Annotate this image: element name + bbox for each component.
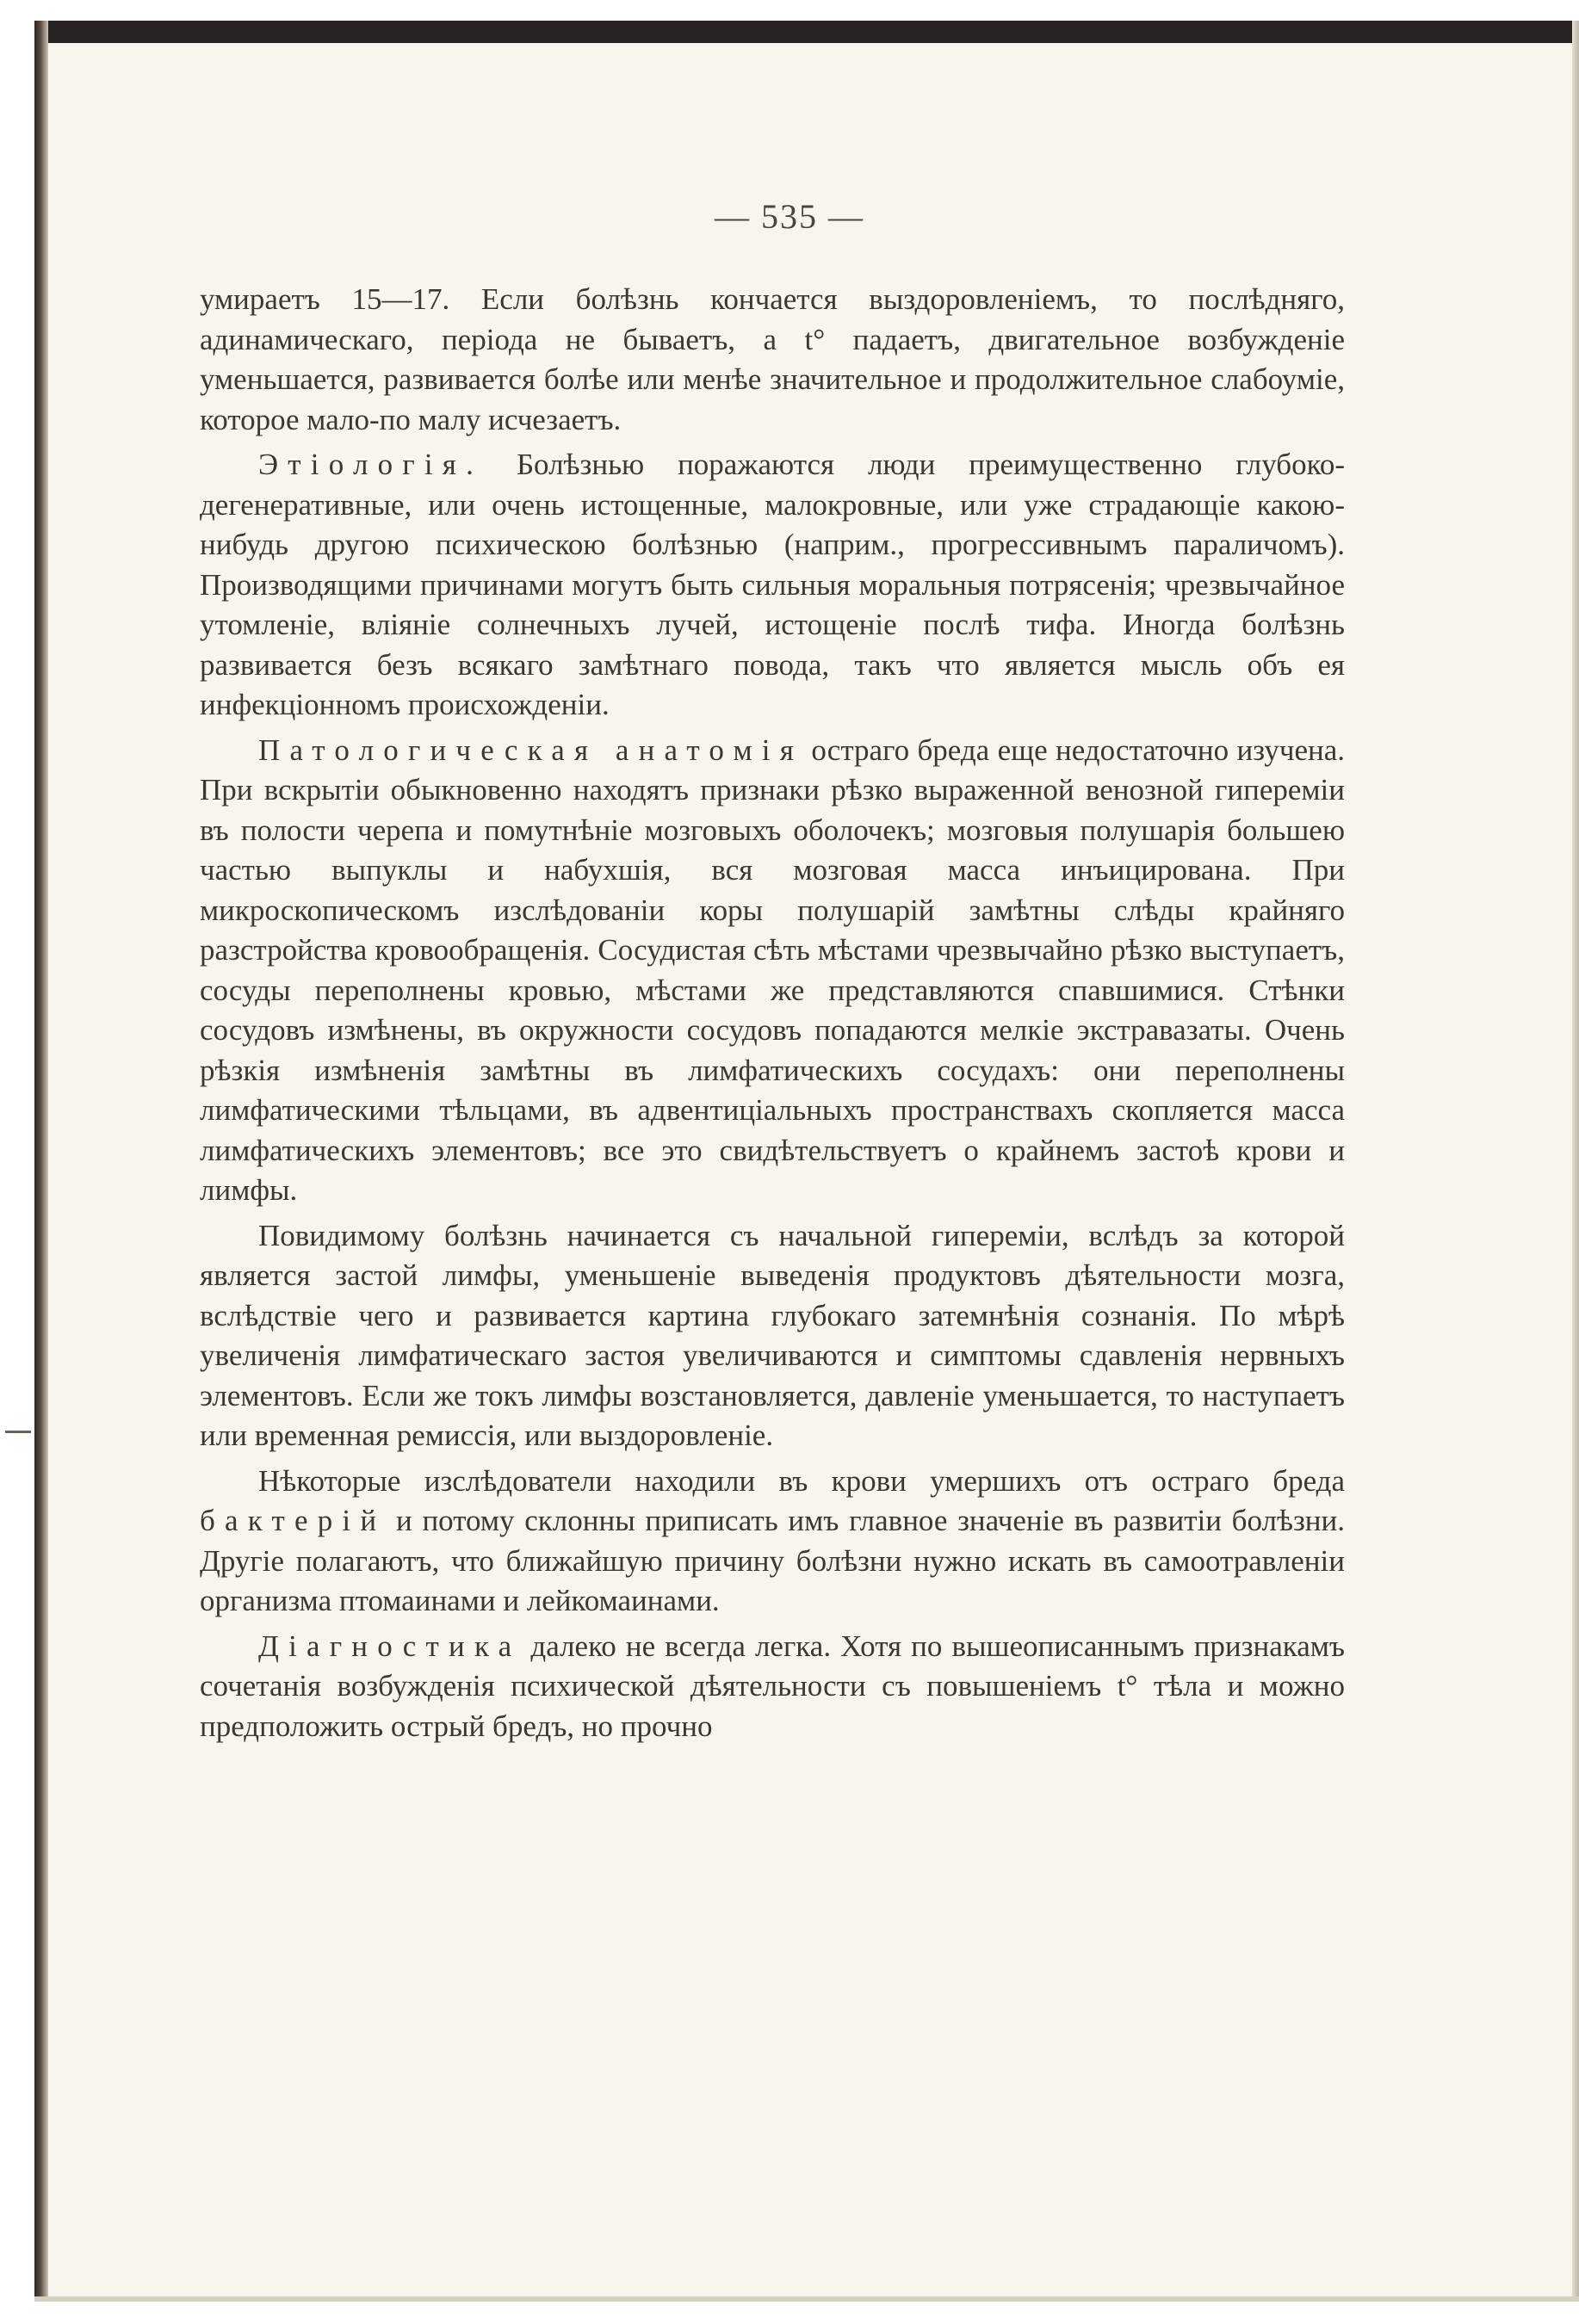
paragraph-pathology (200, 731, 1345, 1211)
body-text (200, 280, 1345, 1752)
paragraph-etiology (200, 445, 1345, 726)
paragraph-continuation (200, 280, 1345, 440)
paragraph-text: далеко не всегда легка. Хотя по вышеописаннымъ признакамъ сочетанія возбужденія психической дѣятельности съ повышеніемъ t° тѣла и можно предположить острый бредъ, но прочно (200, 1629, 1345, 1743)
paragraph-diagnostics (200, 1627, 1345, 1747)
section-heading-diagnostics: Діагностика (258, 1629, 522, 1663)
page-right-edge (1572, 21, 1579, 2302)
paragraph-text: и потому склонны приписать имъ главное значеніе въ развитіи болѣзни. Другіе полагаютъ, что ближайшую причину болѣзни нужно искать въ самоотравленіи организма птомаинами и лейкомаинами. (200, 1504, 1345, 1617)
page-spine-shadow (34, 21, 48, 2302)
paragraph-text: Нѣкоторые изслѣдователи находили въ крови умершихъ отъ остраго бреда (258, 1463, 1345, 1498)
section-heading-etiology: Этіологія. (258, 448, 484, 481)
page-bottom-edge (34, 2296, 1579, 2302)
paragraph-text: остраго бреда еще недостаточно изучена. При вскрытіи обыкновенно находятъ признаки рѣзко выраженной венозной гипереміи въ полости черепа и помутнѣніе мозговыхъ оболочекъ; мозговыя полушарія большею частью выпуклы и набухшія, вся мозговая масса инъицирована. При микроскопическомъ изслѣдованіи коры полушарій замѣтны слѣды крайняго разстройства кровообращенія. Сосудистая сѣть мѣстами чрезвычайно рѣзко выступаетъ, сосуды переполнены кровью, мѣстами же представляются спавшимися. Стѣнки сосудовъ измѣнены, въ окружности сосудовъ попадаются мелкіе экстравазаты. Очень рѣзкія измѣненія замѣтны въ лимфатическихъ сосудахъ: они переполнены лимфатическими тѣльцами, въ адвентиціальныхъ пространствахъ скопляется масса лимфатическихъ элементовъ; все это свидѣтельствуетъ о крайнемъ застоѣ крови и лимфы. (200, 732, 1345, 1207)
paragraph-text: Болѣзнью поражаются люди преимущественно глубоко-дегенеративные, или очень истощенные, малокровные, или уже страдающіе какою-нибудь другою психическою болѣзнью (наприм., прогрессивнымъ параличомъ). Производящими причинами могутъ быть сильныя моральныя потрясенія; чрезвычайное утомленіе, вліяніе солнечныхъ лучей, истощеніе послѣ тифа. Иногда болѣзнь развивается безъ всякаго замѣтнаго повода, такъ что является мысль объ ея инфекціонномъ происхожденіи. (200, 448, 1346, 721)
paragraph-text: умираетъ 15—17. Если болѣзнь кончается выздоровленіемъ, то послѣдняго, адинамическаго, періода не бываетъ, а t° падаетъ, двигательное возбужденіе уменьшается, развивается болѣе или менѣе значительное и продолжительное слабоуміе, которое мало-по малу исчезаетъ. (200, 282, 1345, 436)
paragraph-text: Повидимому болѣзнь начинается съ начальной гипереміи, вслѣдъ за которой является застой лимфы, уменьшеніе выведенія продуктовъ дѣятельности мозга, вслѣдствіе чего и развивается картина глубокаго затемнѣнія сознанія. По мѣрѣ увеличенія лимфатическаго застоя увеличиваются и симптомы сдавленія нервныхъ элементовъ. Если же токъ лимфы возстановляется, давленіе уменьшается, то наступаетъ или временная ремиссія, или выздоровленіе. (200, 1218, 1345, 1452)
emphasized-word: бактерій (200, 1504, 387, 1537)
section-heading-pathology: Патологическая анатомія (258, 732, 804, 767)
margin-mark (5, 1431, 31, 1433)
paragraph-pathogenesis (200, 1216, 1345, 1456)
paragraph-bacteria (200, 1462, 1345, 1622)
page-number: — 535 — (715, 197, 864, 236)
